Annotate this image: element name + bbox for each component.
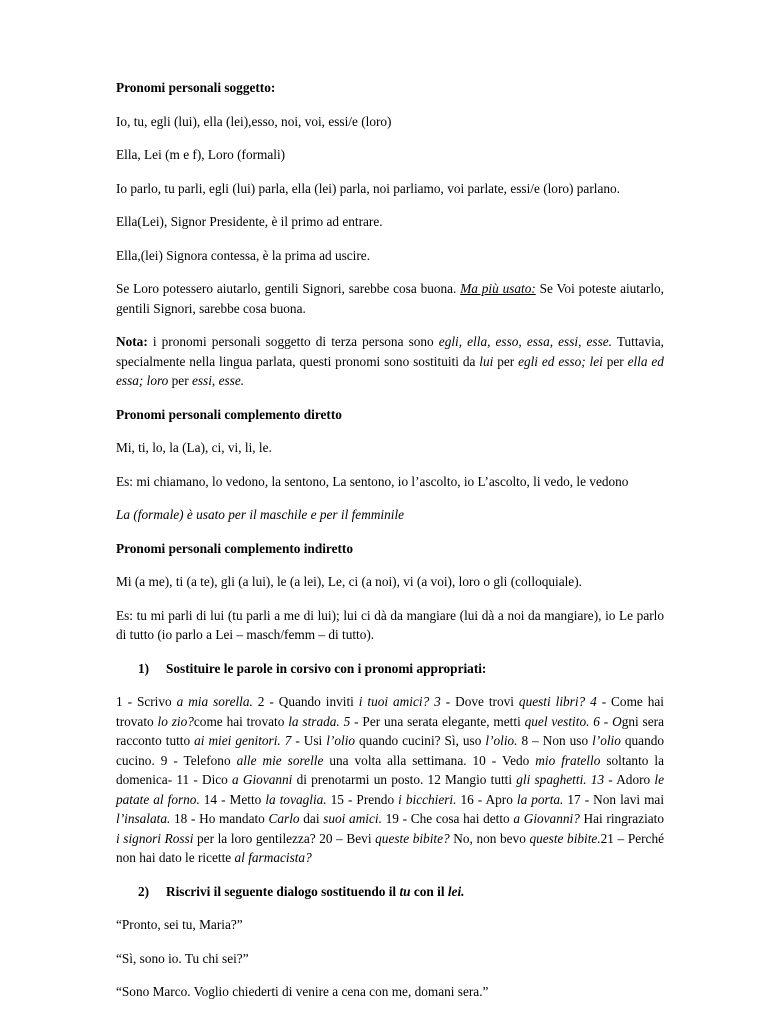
text-span: 21 – Perché non hai dato le ricette bbox=[116, 830, 664, 865]
italic-text: questi libri? 4 - bbox=[518, 694, 607, 709]
italic-text: suoi amici. bbox=[323, 811, 382, 826]
subject-pronouns-list: Io, tu, egli (lui), ella (lei),esso, noi, voi, essi/e (loro) bbox=[116, 113, 392, 129]
exercise-title-text: Sostituire le parole in corsivo con i pronomi appropriati: bbox=[166, 660, 487, 676]
formal-pronouns-line: Ella, Lei (m e f), Loro (formali) bbox=[116, 147, 286, 162]
exercise-number: 1) bbox=[138, 660, 150, 676]
example-loro bbox=[116, 279, 664, 318]
italic-text: alle mie sorelle bbox=[236, 752, 324, 768]
italic-text: i tuoi amici? 3 - bbox=[358, 694, 451, 709]
text-span: 14 - Metto bbox=[199, 791, 266, 807]
text-span: 16 - Apro bbox=[456, 791, 517, 807]
dialogue-line: “Pronto, sei tu, Maria?” bbox=[116, 917, 243, 932]
text-span: 1 - Scrivo bbox=[116, 694, 177, 709]
text-span: di prenotarmi un posto. 12 Mangio tutti bbox=[292, 772, 517, 787]
italic-text: a Giovanni bbox=[232, 772, 293, 787]
text-span: per bbox=[168, 373, 192, 388]
example-president: Ella(Lei), Signor Presidente, è il primo ad entrare. bbox=[116, 214, 383, 229]
text-span: con il bbox=[410, 883, 448, 899]
formal-la-note bbox=[116, 505, 664, 525]
text-span: Per una serata elegante, metti bbox=[358, 713, 525, 729]
text-span: per bbox=[493, 353, 519, 369]
text-span: No, non bevo bbox=[449, 830, 530, 846]
italic-text: Carlo bbox=[268, 811, 300, 826]
text-span: 8 – Non uso bbox=[517, 733, 593, 748]
italic-text: La (formale) è usato per il maschile e per il femminile bbox=[116, 507, 405, 522]
italic-text: le patate al forno. bbox=[116, 772, 665, 807]
text-span: per la loro gentilezza? 20 – Bevi bbox=[193, 830, 376, 846]
italic-text: la porta. bbox=[516, 791, 564, 807]
italic-text: lei. bbox=[447, 883, 465, 899]
text-span: i pronomi personali soggetto di terza persona sono bbox=[147, 334, 439, 349]
italic-text: al farmacista? bbox=[234, 850, 312, 865]
text-span: 15 - Prendo bbox=[326, 791, 399, 807]
conjugation-example: Io parlo, tu parli, egli (lui) parla, ella (lei) parla, noi parliamo, voi parlate, essi/e (loro) parlano. bbox=[116, 180, 620, 196]
italic-text: egli, ella, esso, essa, essi, esse. bbox=[438, 334, 612, 349]
italic-text: l’olio bbox=[326, 733, 356, 748]
text-span: 2 - Quando inviti bbox=[252, 694, 359, 709]
note-label: Nota: bbox=[116, 334, 148, 349]
italic-text: i signori Rossi bbox=[116, 830, 194, 846]
exercise-1-title bbox=[138, 659, 664, 679]
text-span: Tuttavia, specialmente nella lingua parlata, questi pronomi sono sostituiti da bbox=[116, 334, 664, 369]
text-span: 19 - Che cosa hai detto bbox=[381, 811, 514, 826]
note-paragraph bbox=[116, 332, 664, 391]
italic-text: a mia sorella. bbox=[176, 694, 253, 709]
text-span: Se Loro potessero aiutarlo, gentili Signori, sarebbe cosa buona. bbox=[116, 281, 461, 296]
italic-text: la strada. 5 - bbox=[288, 713, 359, 729]
text-span: Dove trovi bbox=[450, 694, 519, 709]
direct-object-list: Mi, ti, lo, la (La), ci, vi, li, le. bbox=[116, 440, 272, 455]
text-span: Hai ringraziato bbox=[579, 811, 665, 826]
exercise-1-body bbox=[116, 692, 664, 868]
text-span: Se Voi poteste aiutarlo, gentili Signori, sarebbe cosa buona. bbox=[116, 281, 665, 316]
italic-text: ai miei genitori. 7 - bbox=[194, 733, 300, 748]
text-span: 17 - Non lavi mai bbox=[563, 791, 665, 807]
text-span: Riscrivi il seguente dialogo sostituendo il bbox=[166, 883, 400, 899]
italic-text: la tovaglia. bbox=[265, 791, 327, 807]
section-heading-indirect-object: Pronomi personali complemento indiretto bbox=[116, 540, 353, 556]
text-span: 18 - Ho mandato bbox=[170, 811, 269, 826]
text-span: quando cucino. 9 - Telefono bbox=[116, 733, 665, 768]
exercise-number: 2) bbox=[138, 883, 150, 899]
italic-text: essi, esse. bbox=[191, 373, 245, 388]
italic-text: l’insalata. bbox=[116, 811, 171, 826]
italic-text: lo zio? bbox=[157, 713, 194, 729]
text-span: per bbox=[602, 353, 628, 369]
italic-text: ella ed essa; loro bbox=[116, 353, 664, 388]
italic-text: a Giovanni? bbox=[513, 811, 580, 826]
text-span: una volta alla settimana. 10 - Vedo bbox=[323, 752, 536, 768]
italic-text: tu bbox=[399, 883, 411, 899]
text-span: quando cucini? Sì, uso bbox=[355, 733, 486, 748]
italic-text: queste bibite? bbox=[375, 830, 450, 846]
italic-text: i bicchieri. bbox=[398, 791, 457, 807]
exercise-2-title bbox=[138, 882, 664, 902]
italic-text: queste bibite. bbox=[529, 830, 601, 846]
document-page bbox=[116, 78, 664, 1016]
text-span: Usi bbox=[299, 733, 327, 748]
italic-text: mio fratello bbox=[535, 752, 601, 768]
direct-object-examples: Es: mi chiamano, lo vedono, la sentono, La sentono, io l’ascolto, io L’ascolto, li vedo, le vedono bbox=[116, 473, 629, 489]
italic-text: egli ed esso; lei bbox=[518, 353, 603, 369]
italic-text: l’olio. bbox=[485, 733, 518, 748]
underlined-italic-text: Ma più usato: bbox=[460, 281, 536, 296]
italic-text: gli spaghetti. 13 - bbox=[516, 772, 613, 787]
text-span: Adoro bbox=[612, 772, 655, 787]
text-span: dai bbox=[299, 811, 324, 826]
example-countess: Ella,(lei) Signora contessa, è la prima ad uscire. bbox=[116, 247, 371, 263]
text-span: gni sera racconto tutto bbox=[116, 713, 664, 748]
text-span: come hai trovato bbox=[193, 713, 289, 729]
dialogue-line: “Sì, sono io. Tu chi sei?” bbox=[116, 950, 249, 966]
italic-text: l’olio bbox=[592, 733, 621, 748]
indirect-object-list: Mi (a me), ti (a te), gli (a lui), le (a lei), Le, ci (a noi), vi (a voi), loro o gli (colloquiale). bbox=[116, 574, 582, 589]
text-span: Come hai trovato bbox=[116, 694, 665, 729]
italic-text: lui bbox=[479, 353, 494, 369]
indirect-object-examples: Es: tu mi parli di lui (tu parli a me di lui); lui ci dà da mangiare (lui dà a noi da mangiare), io Le parlo di tutto (io parlo a Lei – masch/femm – di tutto). bbox=[116, 607, 664, 642]
section-heading-direct-object: Pronomi personali complemento diretto bbox=[116, 406, 342, 422]
section-heading-subject-pronouns: Pronomi personali soggetto: bbox=[116, 80, 276, 95]
italic-text: quel vestito. 6 - O bbox=[524, 713, 622, 729]
text-span: soltanto la domenica- 11 - Dico bbox=[116, 752, 664, 787]
dialogue-line: “Sono Marco. Voglio chiederti di venire a cena con me, domani sera.” bbox=[116, 984, 489, 999]
